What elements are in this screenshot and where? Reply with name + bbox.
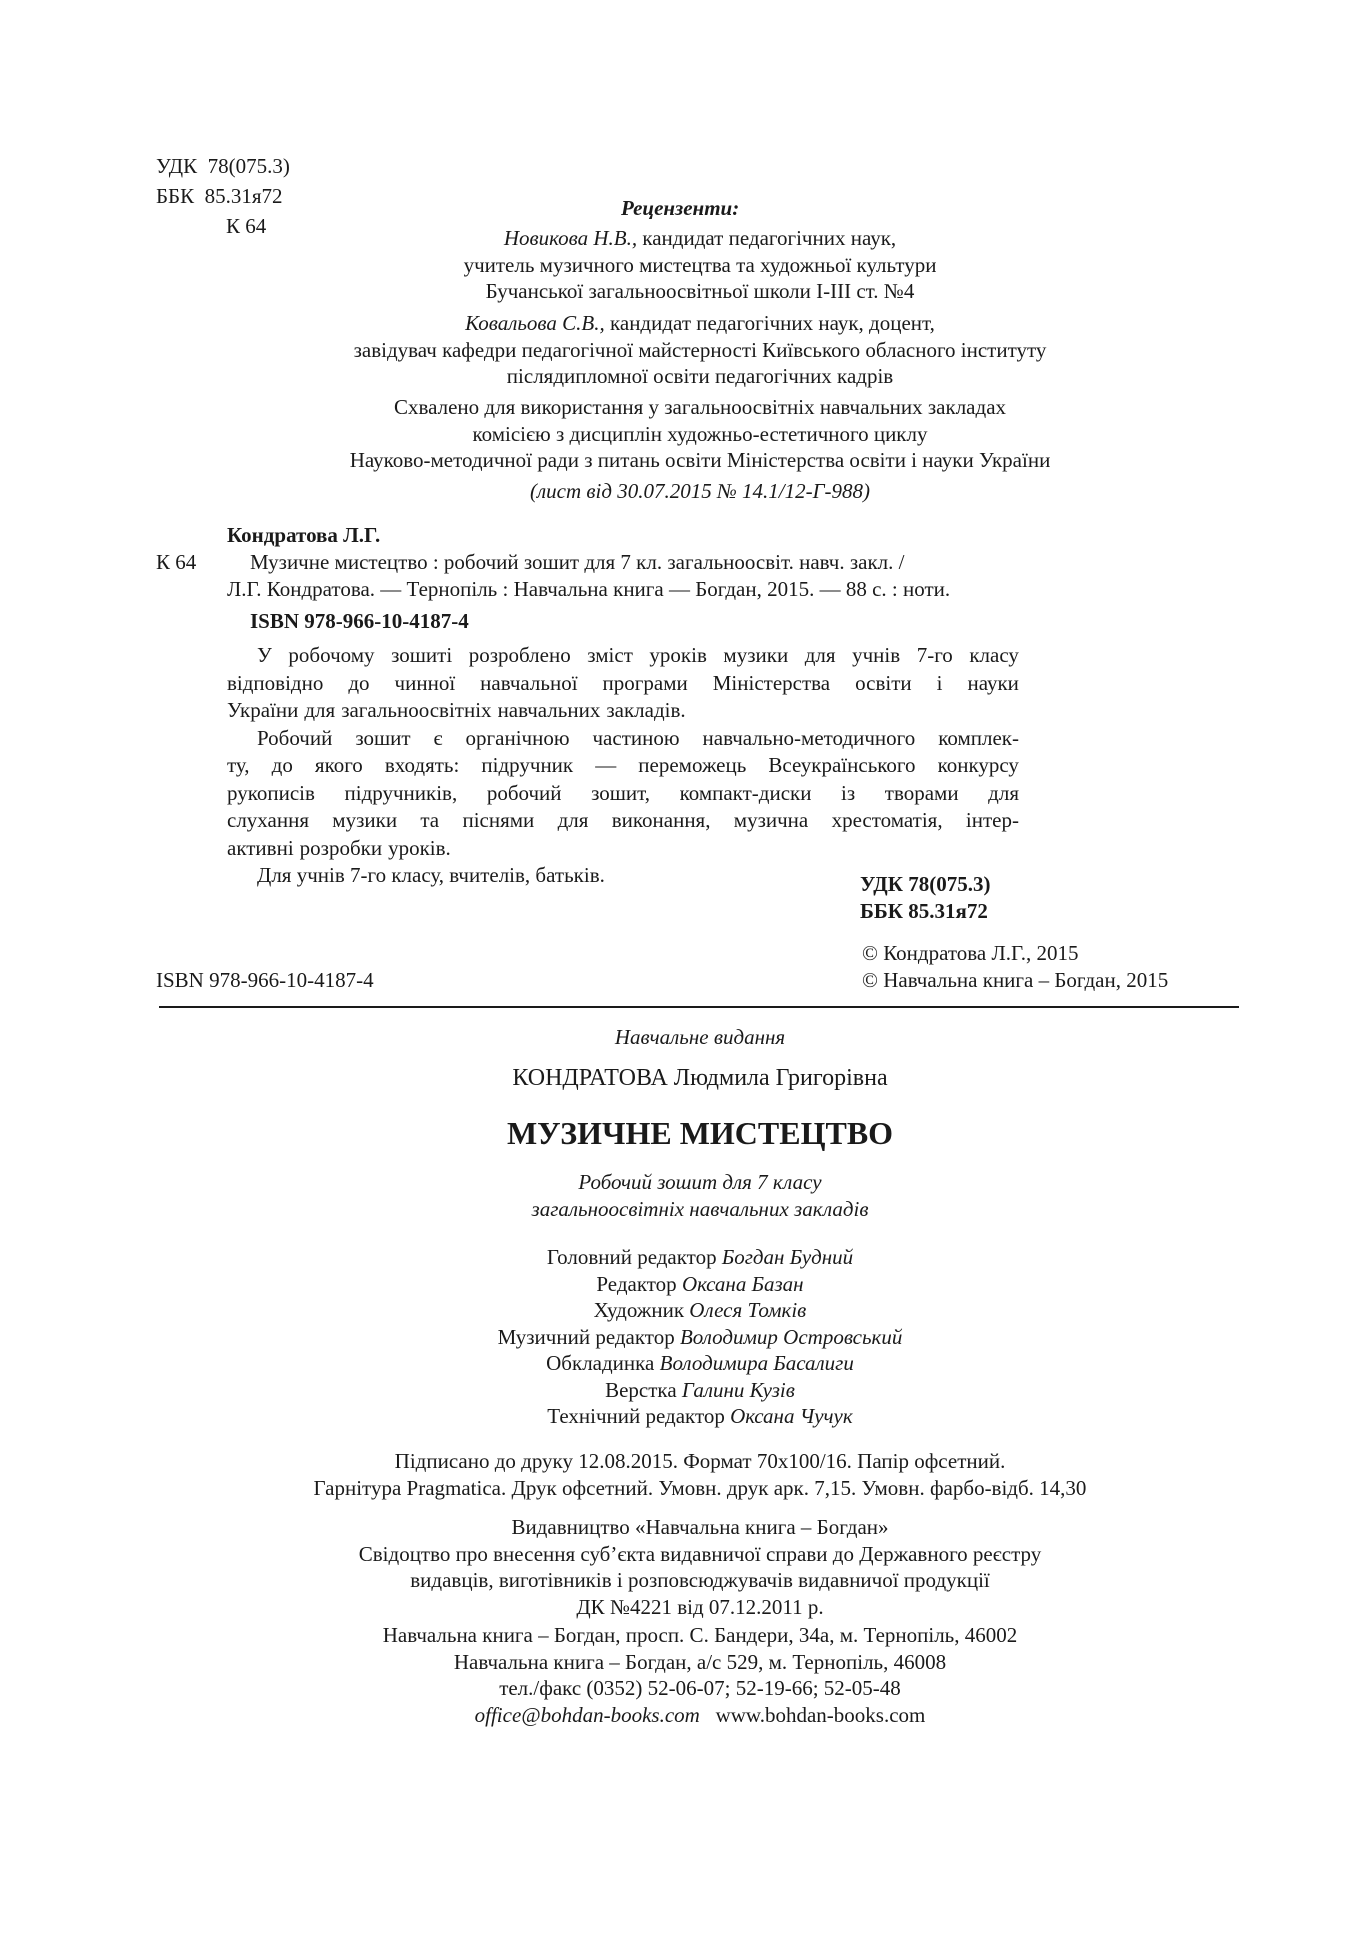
annotation-word: зошиті — [391, 643, 453, 667]
bbk-value: 85.31я72 — [204, 184, 283, 208]
annotation-word: У — [257, 643, 272, 667]
copyright-author: © Кондратова Л.Г., 2015 — [862, 941, 1079, 965]
annotation-word: частиною — [592, 725, 680, 750]
annotation-word: є — [433, 725, 443, 750]
staff-layout: Верстка Галини Кузів — [605, 1377, 795, 1402]
annotation-word: до — [271, 753, 293, 777]
annotation-line — [227, 835, 1019, 863]
staff-cover: Обкладинка Володимира Басалиги — [546, 1351, 854, 1375]
author-full-name: КОНДРАТОВА Людмила Григорівна — [512, 1065, 888, 1091]
catalog-desc-line-2: Л.Г. Кондратова. — Тернопіль : Навчальна книга — Богдан, 2015. — 88 с. : ноти. — [227, 577, 951, 601]
contact-info — [240, 1622, 1160, 1728]
publisher-certificate-2: видавців, виготівників і розповсюджувачів видавничої продукції — [410, 1568, 990, 1592]
website-link[interactable]: www.bohdan-books.com — [715, 1702, 926, 1727]
annotation-word: слухання — [227, 808, 309, 832]
annotation-line — [227, 752, 1019, 780]
annotation-word: 7-го — [916, 643, 953, 667]
print-details — [240, 1448, 1160, 1501]
annotation-word: для — [804, 643, 836, 667]
copyright-publisher: © Навчальна книга – Богдан, 2015 — [862, 968, 1169, 992]
reviewer-1 — [240, 225, 1160, 305]
annotation-word: входять: — [384, 753, 460, 777]
annotation-line — [227, 642, 1019, 670]
publisher-certificate-number: ДК №4221 від 07.12.2011 р. — [576, 1594, 824, 1619]
reviewer-2 — [240, 310, 1160, 390]
reviewer-1-school: Бучанської загальноосвітньої школи І-ІІІ ст. №4 — [485, 279, 915, 303]
annotation-word: учнів — [852, 643, 901, 667]
annotation-word: науки — [967, 670, 1019, 695]
annotation-word: із — [841, 780, 856, 805]
annotation-word: хрестоматія, — [831, 808, 943, 832]
annotation-word: закладів. — [606, 698, 686, 722]
book-subtitle-1: Робочий зошит для 7 класу — [578, 1170, 822, 1194]
reviewer-2-position: завідувач кафедри педагогічної майстерності Київського обласного інституту — [353, 337, 1047, 362]
annotation-word: розробки — [299, 835, 383, 860]
staff-music-editor: Музичний редактор Володимир Островський — [497, 1324, 903, 1349]
annotation-word: програми — [602, 670, 688, 695]
annotation-word: відповідно — [227, 670, 324, 695]
reviewer-1-degree: кандидат педагогічних наук, — [637, 226, 897, 250]
annotation-word: чинної — [394, 670, 456, 695]
reviewers-title: Рецензенти: — [621, 196, 740, 220]
annotation-paragraph-2 — [227, 725, 1019, 863]
annotation-word: активні — [227, 835, 294, 860]
print-line-2: Гарнітура Pragmatica. Друк офсетний. Умовн. друк арк. 7,15. Умовн. фарбо-відб. 14,30 — [313, 1475, 1087, 1500]
annotation-paragraph-3: Для учнів 7-го класу, вчителів, батьків. — [257, 863, 605, 887]
annotation-word: комплек- — [938, 725, 1019, 750]
annotation-word: зміст — [587, 643, 633, 667]
annotation-word: конкурсу — [937, 753, 1019, 777]
staff-list — [340, 1244, 1060, 1430]
annotation-word: виконання, — [611, 808, 711, 832]
annotation-line — [227, 670, 1019, 698]
annotation-word: України — [227, 698, 299, 722]
annotation-word: для — [557, 808, 589, 832]
annotation — [227, 642, 1019, 890]
annotation-word: для — [304, 698, 336, 722]
publisher-info — [240, 1514, 1160, 1620]
annotation-word: освіти — [855, 670, 912, 695]
annotation-word: та — [420, 808, 440, 832]
reviewer-2-name: Ковальова С.В., — [465, 311, 605, 335]
annotation-word: Робочий — [257, 725, 333, 750]
catalog-desc-line-1: Музичне мистецтво : робочий зошит для 7 кл. загальноосвіт. навч. закл. / — [250, 550, 905, 574]
annotation-word: зошит, — [591, 780, 651, 805]
annotation-word: інтер- — [965, 808, 1019, 832]
annotation-word: переможець — [638, 753, 747, 777]
annotation-word: навчальних — [497, 698, 601, 722]
annotation-word: робочому — [288, 643, 375, 667]
approval-line-3: Науково-методичної ради з питань освіти Міністерства освіти і науки України — [349, 448, 1051, 472]
annotation-word: рукописів — [227, 780, 315, 805]
reviewer-2-degree: кандидат педагогічних наук, доцент, — [604, 311, 935, 335]
catalog-isbn: ISBN 978-966-10-4187-4 — [250, 609, 469, 633]
address-2: Навчальна книга – Богдан, а/с 529, м. Тернопіль, 46008 — [453, 1649, 947, 1674]
annotation-word: музики — [332, 808, 398, 832]
udk-label: УДК — [156, 154, 198, 178]
annotation-line — [227, 807, 1019, 835]
annotation-word: органічною — [465, 725, 570, 750]
staff-artist: Художник Олеся Томків — [593, 1298, 807, 1322]
catalog-author: Кондратова Л.Г. — [227, 523, 381, 547]
annotation-word: навчально-методичного — [702, 725, 916, 750]
annotation-word: Міністерства — [712, 670, 831, 695]
annotation-word: піснями — [462, 808, 535, 832]
publisher-certificate-1: Свідоцтво про внесення суб’єкта видавничої справи до Державного реєстру — [358, 1541, 1042, 1566]
annotation-word: загальноосвітніх — [341, 698, 492, 722]
annotation-word: підручників, — [344, 780, 458, 805]
reviewer-2-institute: післядипломної освіти педагогічних кадрів — [506, 364, 894, 388]
annotation-word: зошит — [355, 725, 411, 750]
staff-tech-editor: Технічний редактор Оксана Чучук — [547, 1404, 853, 1428]
annotation-word: музична — [733, 808, 809, 832]
annotation-word: уроків — [649, 643, 707, 667]
edition-type: Навчальне видання — [614, 1025, 786, 1049]
reviewer-1-position: учитель музичного мистецтва та художньої культури — [463, 252, 937, 277]
annotation-word: уроків. — [388, 835, 451, 860]
annotation-word: ту, — [227, 753, 250, 777]
annotation-word: компакт-диски — [679, 780, 812, 805]
annotation-line — [227, 725, 1019, 753]
catalog-mark: К 64 — [156, 550, 197, 574]
staff-chief-editor: Головний редактор Богдан Будний — [546, 1245, 854, 1269]
approval-line-1: Схвалено для використання у загальноосвітніх навчальних закладах — [393, 395, 1007, 419]
approval-letter: (лист від 30.07.2015 № 14.1/12-Г-988) — [529, 478, 871, 503]
annotation-line — [227, 780, 1019, 808]
book-subtitle-2: загальноосвітніх навчальних закладів — [531, 1197, 869, 1221]
udk-code — [156, 153, 290, 179]
bbk-code — [156, 183, 283, 209]
book-title: МУЗИЧНЕ МИСТЕЦТВО — [506, 1115, 894, 1151]
publisher-name: Видавництво «Навчальна книга – Богдан» — [511, 1515, 889, 1539]
annotation-paragraph-1 — [227, 642, 1019, 725]
annotation-word: Всеукраїнського — [768, 753, 916, 777]
annotation-word: до — [348, 670, 370, 695]
phone-fax: тел./факс (0352) 52-06-07; 52-19-66; 52-05-48 — [499, 1676, 901, 1700]
bottom-bbk: ББК 85.31я72 — [860, 899, 988, 923]
staff-editor: Редактор Оксана Базан — [596, 1271, 804, 1296]
contacts-online — [240, 1702, 1160, 1729]
annotation-word: і — [936, 670, 943, 695]
annotation-word: творами — [884, 780, 959, 805]
annotation-word: — — [595, 753, 617, 777]
approval-line-2: комісією з дисциплін художньо-естетичного циклу — [472, 421, 928, 446]
annotation-word: підручник — [481, 753, 574, 777]
annotation-word: розроблено — [468, 643, 571, 667]
annotation-word: музики — [723, 643, 789, 667]
email-link[interactable]: office@bohdan-books.com — [474, 1702, 700, 1727]
divider-line — [159, 1006, 1239, 1008]
annotation-word: якого — [314, 753, 363, 777]
print-line-1: Підписано до друку 12.08.2015. Формат 70x100/16. Папір офсетний. — [394, 1449, 1006, 1473]
annotation-word: для — [988, 780, 1019, 805]
reviewer-1-name: Новикова Н.В., — [503, 226, 638, 250]
annotation-word: робочий — [486, 780, 562, 805]
annotation-word: класу — [969, 643, 1019, 667]
bottom-udk: УДК 78(075.3) — [860, 872, 991, 896]
annotation-line — [227, 697, 1019, 725]
address-1: Навчальна книга – Богдан, просп. С. Бандери, 34а, м. Тернопіль, 46002 — [382, 1623, 1018, 1647]
bbk-label: ББК — [156, 184, 195, 208]
udk-value: 78(075.3) — [207, 154, 290, 178]
author-mark: К 64 — [226, 214, 267, 238]
copyright-isbn: ISBN 978-966-10-4187-4 — [156, 968, 374, 992]
approval-block — [240, 394, 1160, 504]
annotation-word: навчальної — [480, 670, 578, 695]
